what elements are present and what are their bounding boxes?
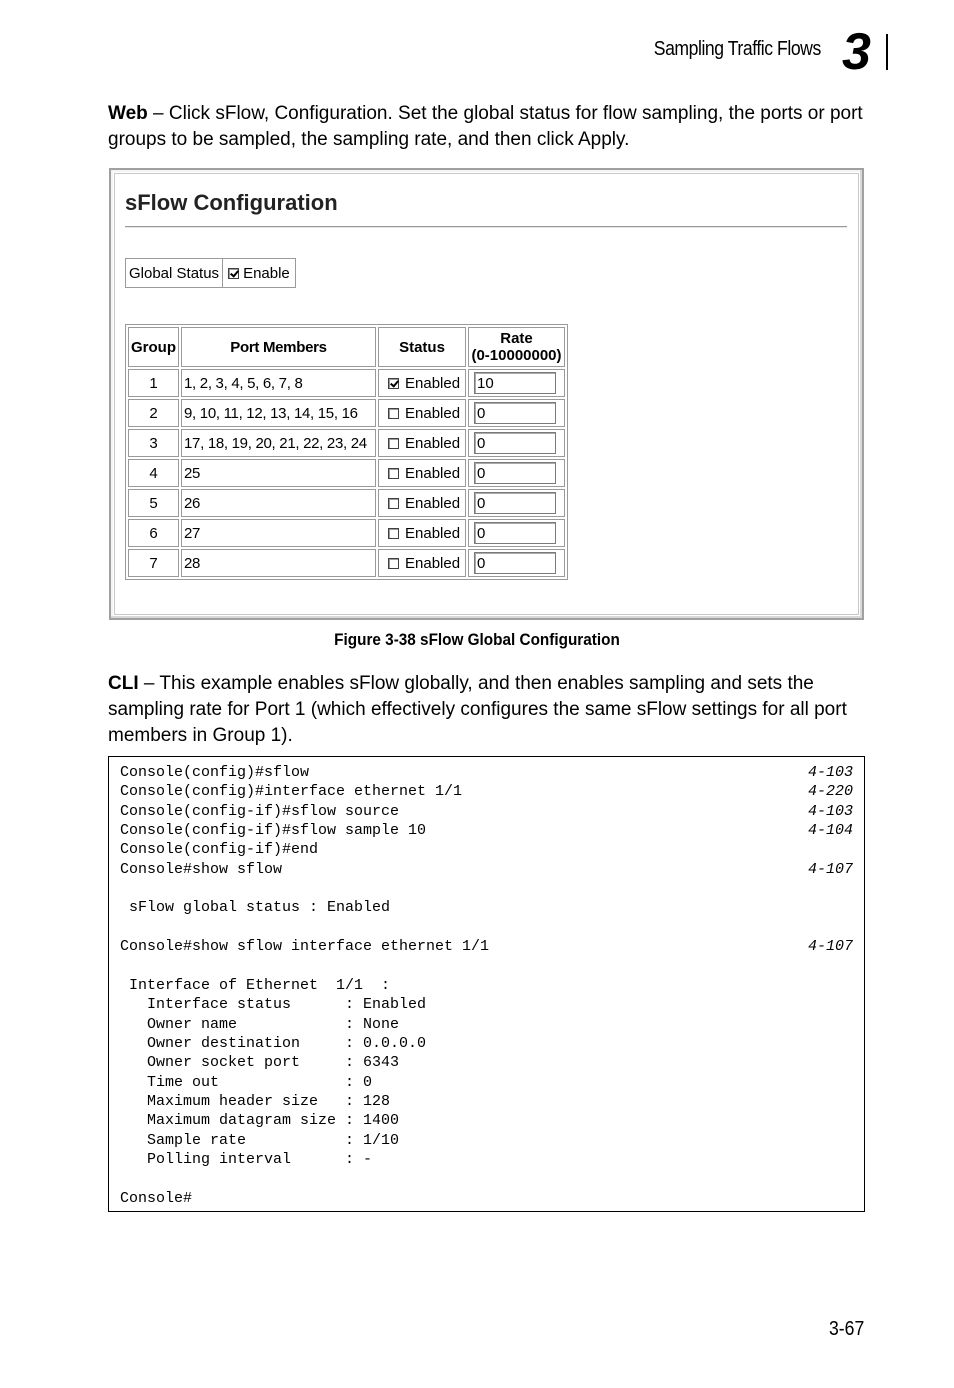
global-status-enable-label: Enable: [243, 264, 290, 282]
cli-line: [120, 995, 853, 1014]
status-cell: [378, 459, 466, 487]
status-cell: [378, 519, 466, 547]
table-row: [128, 399, 565, 427]
status-cell: [378, 429, 466, 457]
page-number: 3-67: [829, 1318, 865, 1340]
global-status-label: Global Status: [126, 259, 223, 287]
cli-page-reference: 4-107: [807, 938, 853, 956]
cli-command-text: Interface status : Enabled: [120, 996, 427, 1014]
rate-cell: [468, 369, 565, 397]
cli-line: [120, 840, 853, 859]
rate-cell: [468, 459, 565, 487]
cli-page-reference: 4-104: [807, 822, 853, 840]
status-label: Enabled: [405, 464, 461, 482]
cli-command-text: Owner socket port : 6343: [120, 1054, 400, 1072]
cli-line: [120, 976, 853, 995]
cli-command-text: Sample rate : 1/10: [120, 1131, 400, 1149]
cli-line: [120, 918, 853, 937]
group-cell: 3: [128, 429, 179, 457]
cli-line: [120, 1150, 853, 1169]
cli-command-text: Console#show sflow interface ethernet 1/1: [120, 938, 490, 956]
cli-command-text: Console(config)#sflow: [120, 764, 310, 781]
global-status-cell: [223, 259, 295, 287]
global-status-row: [125, 258, 296, 288]
group-cell: 5: [128, 489, 179, 517]
column-header-status: Status: [378, 327, 466, 367]
status-enabled-checkbox[interactable]: [388, 498, 399, 509]
cli-line: [120, 1189, 853, 1208]
group-cell: 6: [128, 519, 179, 547]
cli-command-text: Time out : 0: [120, 1073, 373, 1091]
cli-line: [120, 1034, 853, 1053]
cli-line: [120, 1015, 853, 1034]
rate-cell: [468, 489, 565, 517]
column-header-rate-range: (0-10000000): [471, 347, 562, 364]
global-status-checkbox[interactable]: [228, 268, 239, 279]
cli-instructions: [108, 671, 868, 749]
cli-command-text: Console(config-if)#end: [120, 841, 319, 859]
table-body: [128, 369, 565, 577]
column-header-port-members: Port Members: [181, 327, 376, 367]
column-header-group: Group: [128, 327, 179, 367]
cli-instructions-text: – This example enables sFlow globally, and then enables sampling and sets the sampling rate for Port 1 (which effectively configures the same sFlow settings for all port members in Group 1).: [108, 673, 847, 746]
sflow-config-screenshot: [109, 168, 864, 620]
cli-line: [120, 957, 853, 976]
rate-cell: [468, 549, 565, 577]
cli-line: [120, 1131, 853, 1150]
web-instructions-text: – Click sFlow, Configuration. Set the global status for flow sampling, the ports or port groups to be sampled, the sampling rate, and then click Apply.: [108, 103, 863, 150]
chapter-number: 3: [842, 23, 871, 81]
web-label: Web: [108, 103, 148, 124]
table-row: [128, 459, 565, 487]
status-label: Enabled: [405, 554, 461, 572]
cli-page-reference: 4-107: [807, 860, 853, 878]
column-header-rate-label: Rate: [500, 330, 533, 347]
cli-command-text: Console(config-if)#sflow source: [120, 802, 400, 820]
cli-line: [120, 782, 853, 801]
cli-command-text: Polling interval : -: [120, 1151, 373, 1168]
status-label: Enabled: [405, 404, 461, 422]
cli-command-text: Maximum header size : 128: [120, 1092, 391, 1110]
cli-command-text: Owner destination : 0.0.0.0: [120, 1034, 427, 1052]
rate-input[interactable]: [474, 432, 556, 454]
cli-line: [120, 860, 853, 879]
cli-page-reference: 4-103: [807, 802, 853, 820]
cli-command-text: Console(config-if)#sflow sample 10: [120, 822, 427, 840]
status-cell: [378, 369, 466, 397]
cli-line: [120, 898, 853, 917]
cli-command-text: Console#show sflow: [120, 860, 283, 878]
rate-input[interactable]: [474, 552, 556, 574]
port-members-cell: 25: [181, 459, 376, 487]
table-row: [128, 369, 565, 397]
port-members-cell: 9, 10, 11, 12, 13, 14, 15, 16: [181, 399, 376, 427]
cli-command-text: Owner name : None: [120, 1015, 400, 1033]
cli-command-text: Interface of Ethernet 1/1 :: [120, 976, 391, 994]
web-instructions: [108, 101, 868, 153]
table-row: [128, 429, 565, 457]
rate-input[interactable]: [474, 462, 556, 484]
rate-cell: [468, 429, 565, 457]
port-members-cell: 28: [181, 549, 376, 577]
status-label: Enabled: [405, 374, 461, 392]
cli-line: [120, 1073, 853, 1092]
table-header-row: [128, 327, 565, 367]
cli-page-reference: 4-103: [807, 764, 853, 781]
cli-line: [120, 802, 853, 821]
cli-line: [120, 1092, 853, 1111]
table-row: [128, 549, 565, 577]
status-label: Enabled: [405, 524, 461, 542]
rate-cell: [468, 399, 565, 427]
status-cell: [378, 549, 466, 577]
port-group-table: [125, 324, 568, 580]
chapter-rule: [886, 34, 888, 70]
cli-page-reference: 4-220: [807, 783, 853, 801]
rate-input[interactable]: [474, 492, 556, 514]
status-enabled-checkbox[interactable]: [388, 438, 399, 449]
cli-line: [120, 1169, 853, 1188]
table-row: [128, 519, 565, 547]
cli-command-text: Console#: [120, 1189, 193, 1207]
status-cell: [378, 489, 466, 517]
status-cell: [378, 399, 466, 427]
status-label: Enabled: [405, 494, 461, 512]
running-header-title: Sampling Traffic Flows: [653, 38, 821, 60]
cli-line: [120, 1111, 853, 1130]
cli-command-text: Console(config)#interface ethernet 1/1: [120, 783, 463, 801]
status-enabled-checkbox[interactable]: [388, 468, 399, 479]
status-label: Enabled: [405, 434, 461, 452]
cli-line: [120, 937, 853, 956]
port-members-cell: 17, 18, 19, 20, 21, 22, 23, 24: [181, 429, 376, 457]
port-members-cell: 26: [181, 489, 376, 517]
column-header-rate: [468, 327, 565, 367]
rate-input[interactable]: [474, 372, 556, 394]
cli-label: CLI: [108, 673, 139, 694]
rate-input[interactable]: [474, 522, 556, 544]
port-members-cell: 27: [181, 519, 376, 547]
rate-cell: [468, 519, 565, 547]
cli-command-text: Maximum datagram size : 1400: [120, 1112, 400, 1130]
group-cell: 1: [128, 369, 179, 397]
port-members-cell: 1, 2, 3, 4, 5, 6, 7, 8: [181, 369, 376, 397]
status-enabled-checkbox[interactable]: [388, 558, 399, 569]
cli-line: [120, 879, 853, 898]
panel-title: sFlow Configuration: [125, 190, 338, 215]
figure-caption: Figure 3-38 sFlow Global Configuration: [334, 630, 620, 649]
panel-divider: [125, 226, 847, 228]
cli-command-text: sFlow global status : Enabled: [120, 899, 391, 917]
rate-input[interactable]: [474, 402, 556, 424]
cli-line: [120, 821, 853, 840]
status-enabled-checkbox[interactable]: [388, 378, 399, 389]
cli-line: [120, 763, 853, 782]
cli-line: [120, 1053, 853, 1072]
group-cell: 7: [128, 549, 179, 577]
cli-example-box: [108, 756, 865, 1212]
status-enabled-checkbox[interactable]: [388, 528, 399, 539]
status-enabled-checkbox[interactable]: [388, 408, 399, 419]
table-row: [128, 489, 565, 517]
group-cell: 4: [128, 459, 179, 487]
group-cell: 2: [128, 399, 179, 427]
